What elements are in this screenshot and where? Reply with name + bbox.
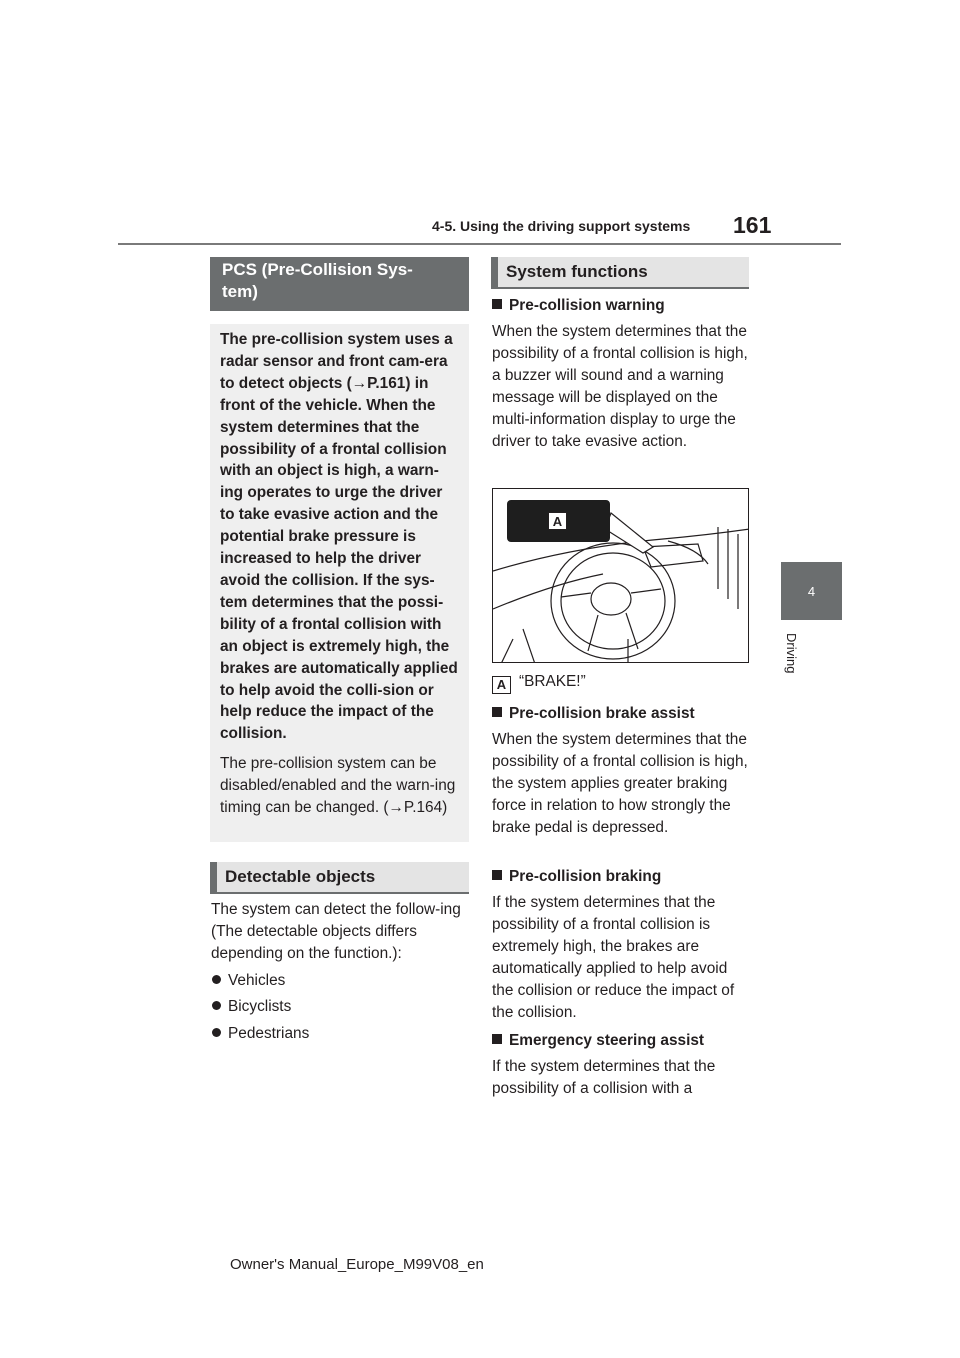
list-item: Bicyclists bbox=[212, 996, 309, 1022]
pcs-heading bbox=[210, 257, 469, 311]
list-item: Pedestrians bbox=[212, 1023, 309, 1049]
dashboard-illustration bbox=[492, 488, 749, 663]
square-bullet-icon bbox=[492, 299, 502, 309]
system-functions-heading: System functions bbox=[491, 257, 749, 289]
chapter-label: Driving bbox=[784, 633, 799, 674]
list-item: Vehicles bbox=[212, 970, 309, 996]
detectable-text: The system can detect the follow-ing (The detectable objects differs depending on the function.): bbox=[211, 901, 461, 962]
intro-box bbox=[210, 324, 469, 842]
caption-text: “BRAKE!” bbox=[519, 673, 586, 690]
square-bullet-icon bbox=[492, 707, 502, 717]
bullet-icon bbox=[212, 1028, 221, 1037]
intro-bold-text: The pre-collision system uses a radar sensor and front cam-era to detect objects (→P.161) in front of the vehicle. When the system determines that the possibility of a frontal collision with an object is high, a warn-ing operates to urge the driver to take evasive action and the potential brake pressure is increased to help the driver avoid the collision. If the sys-tem determines that the possi-bility of a frontal collision with an object is extremely high, the brakes are automatically applied to help avoid the colli-sion or help reduce the impact of the collision. bbox=[220, 331, 458, 743]
caption-label-a: A bbox=[492, 676, 511, 694]
pcs-heading-line-1: PCS (Pre-Collision Sys- bbox=[222, 260, 413, 279]
intro-normal-text: The pre-collision system can be disabled/enabled and the warn-ing timing can be changed. (→P.164) bbox=[220, 755, 456, 817]
objects-list bbox=[212, 970, 309, 1049]
header-divider bbox=[118, 243, 841, 245]
page-number: 161 bbox=[733, 212, 772, 238]
braking-heading: Pre-collision braking bbox=[492, 866, 750, 888]
warning-text: When the system determines that the possibility of a frontal collision is high, a buzzer will sound and a warning message will be displayed on the multi-information display to urge the driver to take evasive action. bbox=[492, 323, 748, 450]
braking-text: If the system determines that the possibility of a frontal collision is extremely high, the brakes are automatically applied to help avoid the collision or reduce the impact of the collision. bbox=[492, 894, 735, 1021]
section-title: 4-5. Using the driving support systems bbox=[432, 218, 691, 234]
chapter-tab bbox=[781, 562, 842, 620]
footer-text: Owner's Manual_Europe_M99V08_en bbox=[230, 1256, 484, 1273]
warning-heading: Pre-collision warning bbox=[492, 295, 750, 317]
figure-label-a: A bbox=[548, 512, 567, 530]
steering-heading: Emergency steering assist bbox=[492, 1030, 750, 1052]
square-bullet-icon bbox=[492, 870, 502, 880]
brake-assist-text: When the system determines that the possibility of a frontal collision is high, the system applies greater braking force in relation to how strongly the brake pedal is depressed. bbox=[492, 731, 748, 836]
chapter-number: 4 bbox=[807, 583, 816, 599]
steering-text: If the system determines that the possibility of a collision with a bbox=[492, 1058, 716, 1097]
bullet-icon bbox=[212, 975, 221, 984]
detectable-objects-heading: Detectable objects bbox=[210, 862, 469, 894]
brake-assist-heading: Pre-collision brake assist bbox=[492, 703, 750, 725]
square-bullet-icon bbox=[492, 1034, 502, 1044]
bullet-icon bbox=[212, 1001, 221, 1010]
figure-caption bbox=[492, 673, 586, 694]
pcs-heading-line-2: tem) bbox=[222, 282, 258, 301]
